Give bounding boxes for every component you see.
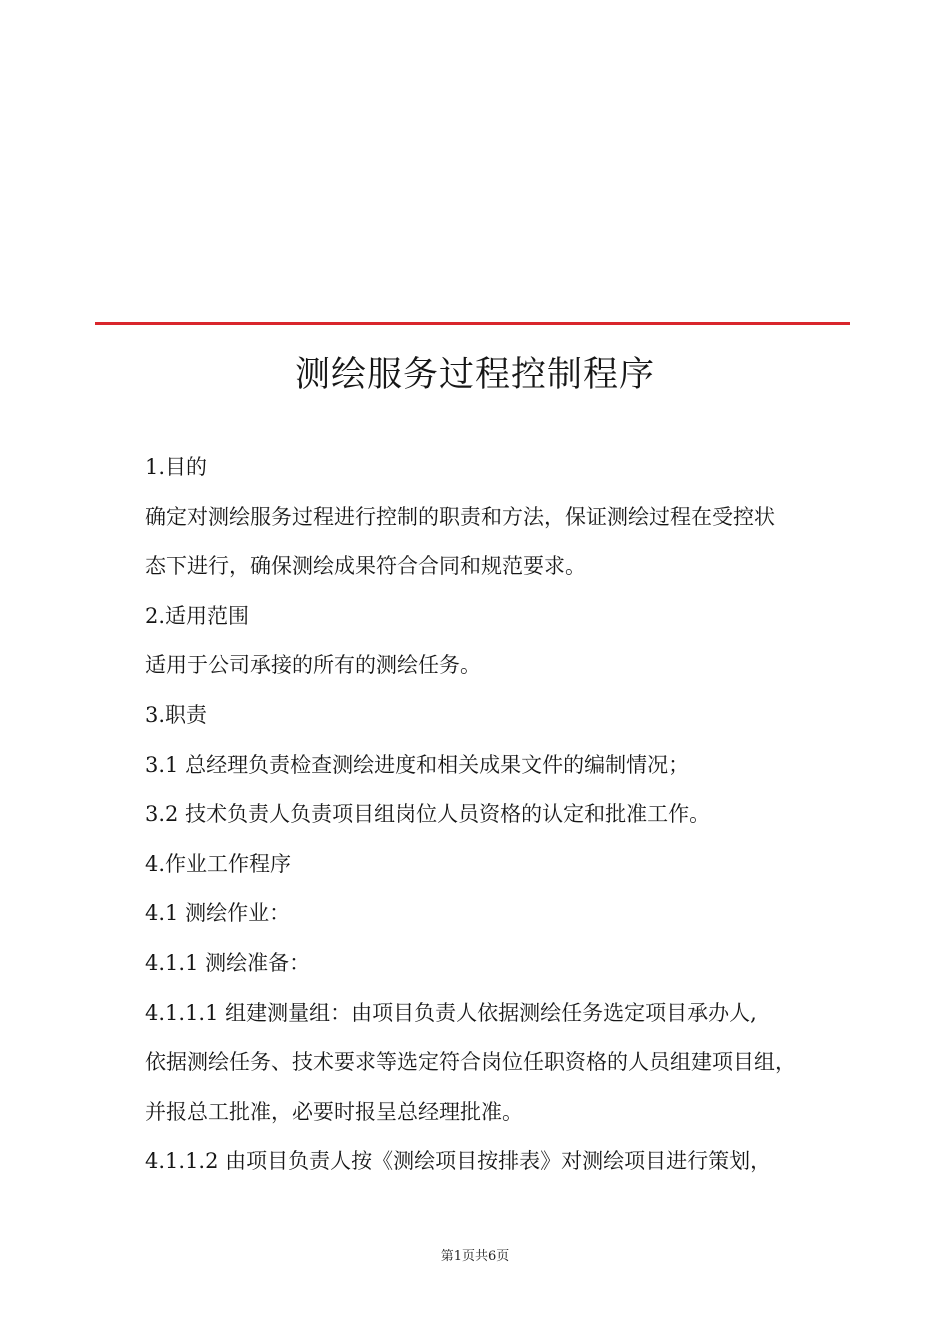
- paragraph-line: 4.1.1.2 由项目负责人按《测绘项目按排表》对测绘项目进行策划，: [145, 1149, 772, 1174]
- document-body: [145, 446, 825, 1190]
- document-title: 测绘服务过程控制程序: [294, 355, 655, 395]
- subsection-heading: 4.1 测绘作业：: [145, 901, 291, 926]
- paragraph-line: 确定对测绘服务过程进行控制的职责和方法，保证测绘过程在受控状: [145, 504, 775, 529]
- paragraph-line: 3.2 技术负责人负责项目组岗位人员资格的认定和批准工作。: [145, 802, 711, 827]
- paragraph-line: 依据测绘任务、技术要求等选定符合岗位任职资格的人员组建项目组，: [145, 1050, 796, 1075]
- subsection-heading: 4.1.1 测绘准备：: [145, 950, 311, 975]
- paragraph-line: 适用于公司承接的所有的测绘任务。: [145, 653, 481, 678]
- section-heading: 1.目的: [145, 455, 208, 479]
- paragraph-line: 态下进行，确保测绘成果符合合同和规范要求。: [145, 554, 586, 579]
- paragraph-line: 并报总工批准，必要时报呈总经理批准。: [145, 1099, 523, 1124]
- paragraph-line: 4.1.1.1 组建测量组：由项目负责人依据测绘任务选定项目承办人,: [145, 1000, 757, 1025]
- section-heading: 4.作业工作程序: [145, 851, 292, 876]
- page-number: 第1页共6页: [440, 1249, 510, 1264]
- header-red-rule: [95, 322, 850, 325]
- section-heading: 2.适用范围: [145, 603, 250, 628]
- paragraph-line: 3.1 总经理负责检查测绘进度和相关成果文件的编制情况；: [145, 752, 690, 777]
- section-heading: 3.职责: [145, 702, 208, 727]
